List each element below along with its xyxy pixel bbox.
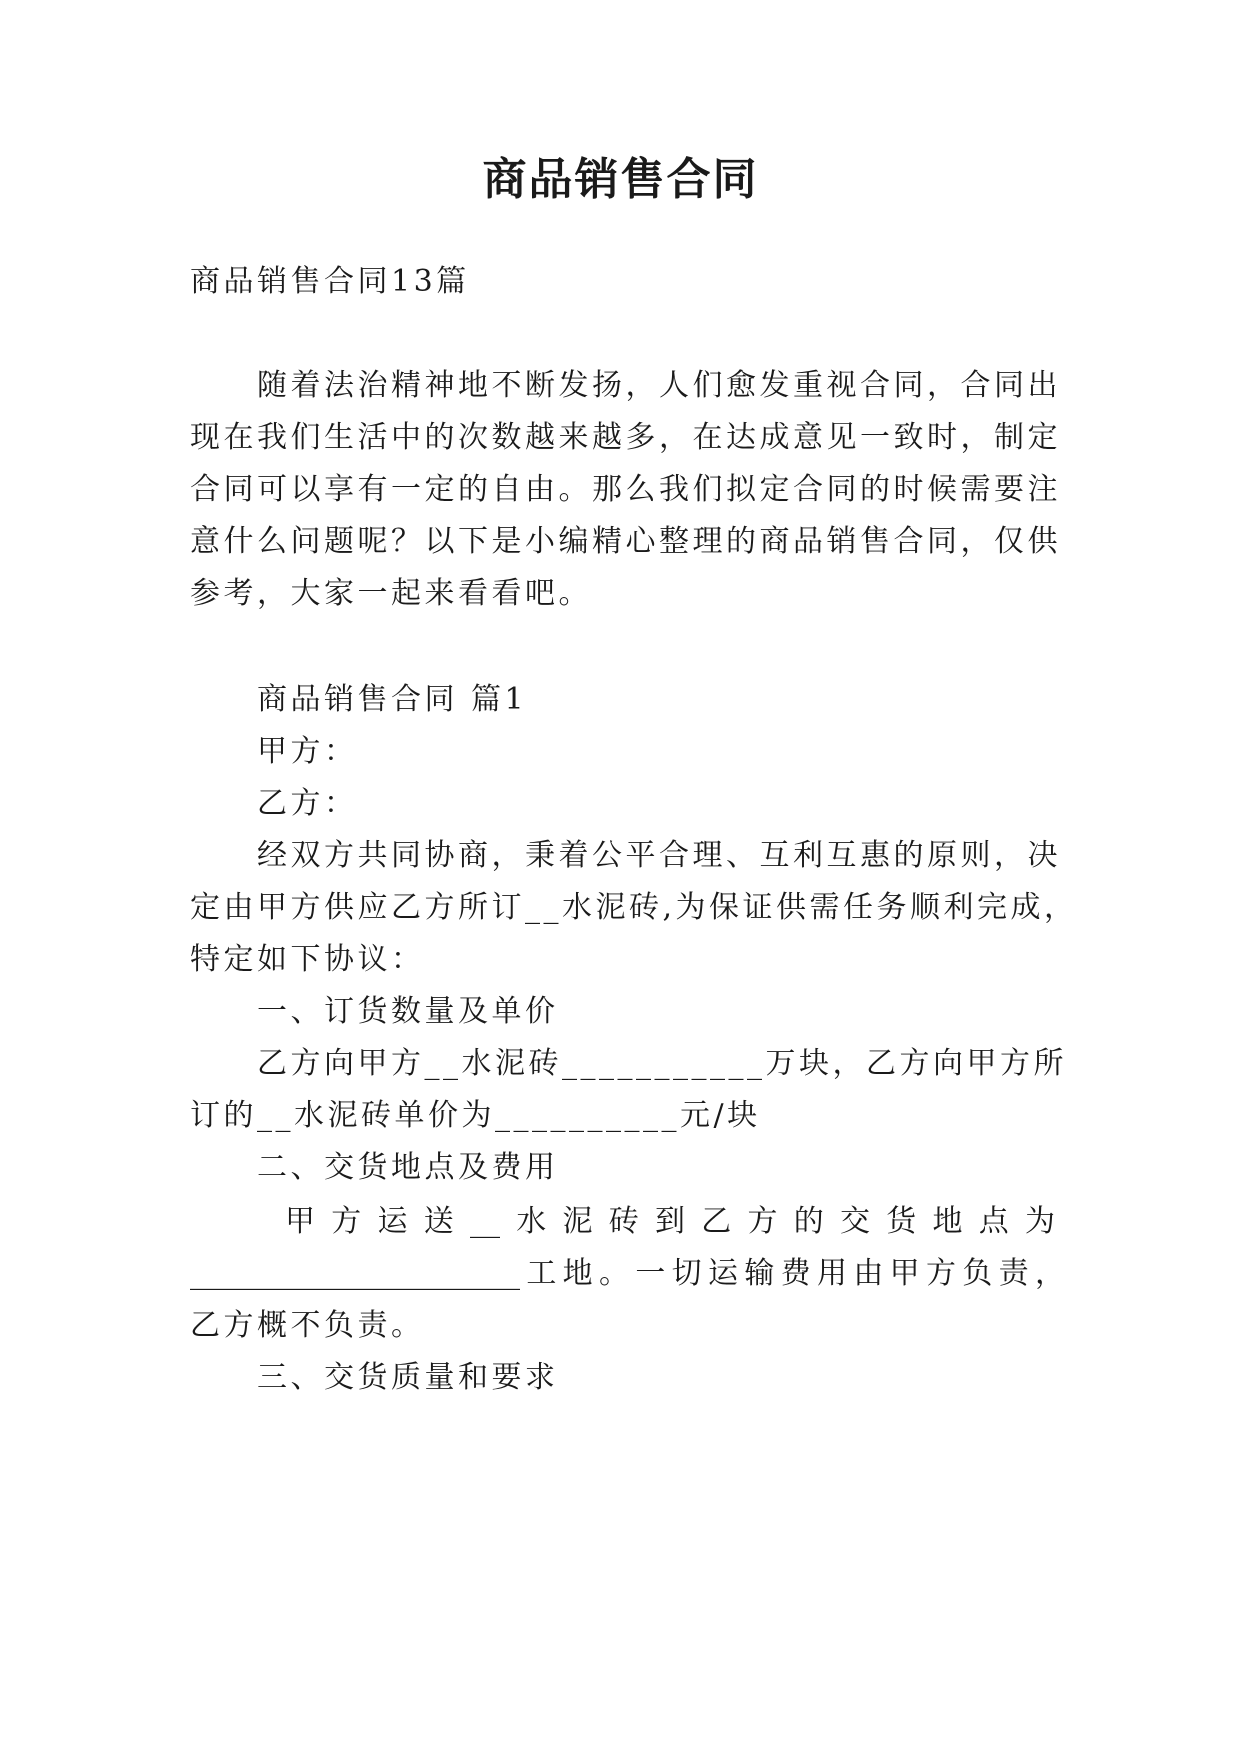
section-heading: 商品销售合同 篇1 — [257, 682, 528, 717]
subtitle: 商品销售合同13篇 — [190, 264, 470, 299]
clause-2-heading: 二、交货地点及费用 — [257, 1150, 559, 1185]
clause-3-heading: 三、交货质量和要求 — [257, 1360, 559, 1395]
preamble-line: 定由甲方供应乙方所订__水泥砖,为保证供需任务顺利完成， — [190, 890, 1078, 925]
intro-line: 意什么问题呢？以下是小编精心整理的商品销售合同，仅供 — [190, 524, 1061, 559]
intro-line: 合同可以享有一定的自由。那么我们拟定合同的时候需要注 — [190, 472, 1061, 507]
document-title: 商品销售合同 — [482, 154, 759, 205]
clause-2-line: ______________________工地。一切运输费用由甲方负责， — [190, 1256, 1065, 1291]
preamble-line: 特定如下协议： — [190, 942, 425, 977]
clause-1-heading: 一、订货数量及单价 — [257, 994, 559, 1029]
intro-line: 参考，大家一起来看看吧。 — [190, 576, 592, 611]
clause-2-line: 乙方概不负责。 — [190, 1308, 425, 1343]
party-a-label: 甲方： — [257, 734, 358, 769]
preamble-line: 经双方共同协商，秉着公平合理、互利互惠的原则，决 — [257, 838, 1061, 873]
party-b-label: 乙方： — [257, 786, 358, 821]
intro-line: 随着法治精神地不断发扬，人们愈发重视合同，合同出 — [257, 368, 1061, 403]
clause-2-line: 甲方运送__水泥砖到乙方的交货地点为 — [285, 1204, 1055, 1239]
clause-1-line: 订的__水泥砖单价为__________元/块 — [190, 1098, 761, 1133]
intro-line: 现在我们生活中的次数越来越多，在达成意见一致时，制定 — [190, 420, 1061, 455]
clause-1-line: 乙方向甲方__水泥砖___________万块，乙方向甲方所 — [257, 1046, 1067, 1081]
